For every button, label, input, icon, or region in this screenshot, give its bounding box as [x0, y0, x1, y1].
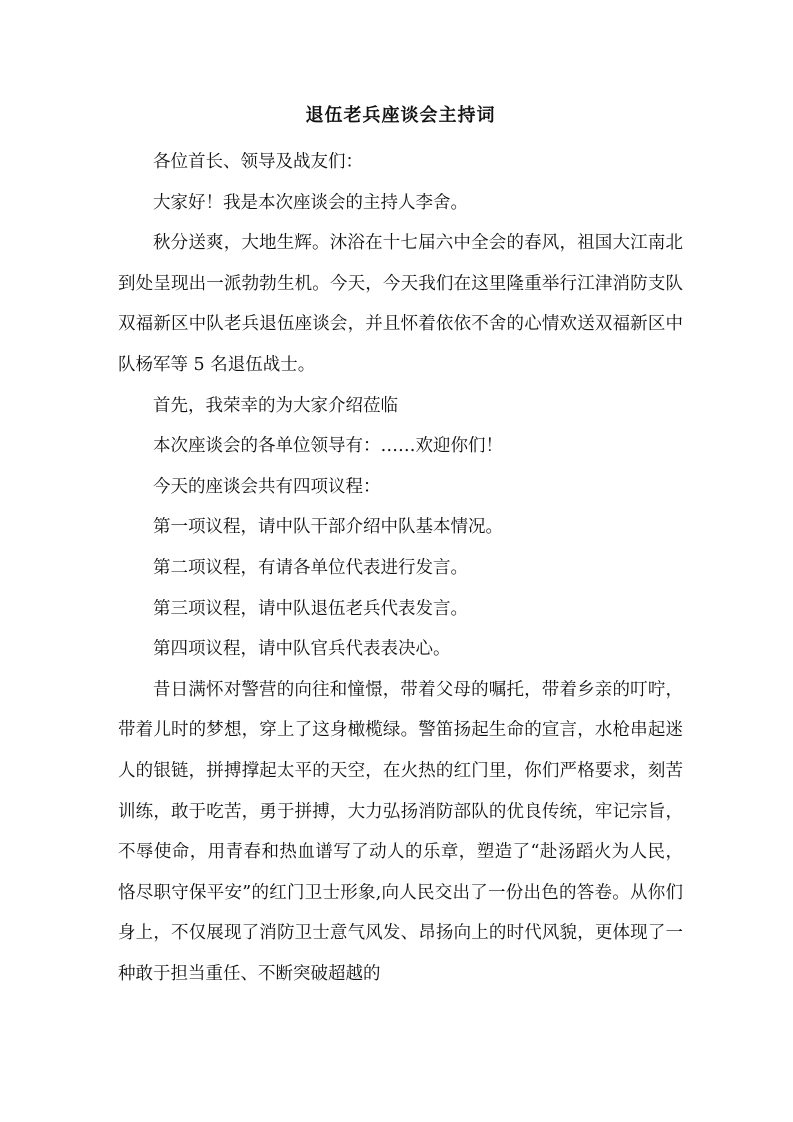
- paragraph-greeting: 大家好！我是本次座谈会的主持人李舍。: [153, 192, 468, 213]
- paragraph-opening: 秋分送爽，大地生辉。沐浴在十七届六中全会的春风，祖国大江南北到处呈现出一派勃勃生机。今天，今天我们在这里隆重举行江津消防支队双福新区中队老兵退伍座谈会，并且怀着依依不舍的心情欢送双福新区中队杨军等 5 名退伍战士。: [118, 233, 683, 375]
- paragraph-salutation: 各位首长、领导及战友们：: [153, 152, 363, 172]
- paragraph-tribute: 昔日满怀对警营的向往和憧憬，带着父母的嘱托，带着乡亲的叮咛，带着儿时的梦想，穿上了这身橄榄绿。警笛扬起生命的宣言，水枪串起迷人的银链，拼搏撑起太平的天空，在火热的红门里，你们严格要求，刻苦训练，敢于吃苦，勇于拼搏，大力弘扬消防部队的优良传统，牢记宗旨，不辱使命，用青春和热血谱写了动人的乐章，塑造了“赴汤蹈火为人民，恪尽职守保平安”的红门卫士形象,向人民交出了一份出色的答卷。从你们身上，不仅展现了消防卫士意气风发、昂扬向上的时代风貌，更体现了一种敢于担当重任、不断突破超越的: [118, 679, 683, 984]
- document-body: [118, 142, 683, 994]
- paragraph-agenda-item-2: 第二项议程，有请各单位代表进行发言。: [153, 557, 468, 578]
- paragraph-agenda-item-1: 第一项议程，请中队干部介绍中队基本情况。: [153, 517, 503, 538]
- paragraph-agenda-item-4: 第四项议程，请中队官兵代表表决心。: [153, 639, 451, 660]
- paragraph-agenda-item-3: 第三项议程，请中队退伍老兵代表发言。: [153, 598, 468, 619]
- paragraph-leaders: 本次座谈会的各单位领导有：……欢迎你们！: [153, 436, 503, 457]
- paragraph-agenda-intro: 今天的座谈会共有四项议程：: [153, 476, 381, 497]
- paragraph-introduction: 首先，我荣幸的为大家介绍莅临: [153, 395, 398, 416]
- document-title: 退伍老兵座谈会主持词: [305, 105, 496, 126]
